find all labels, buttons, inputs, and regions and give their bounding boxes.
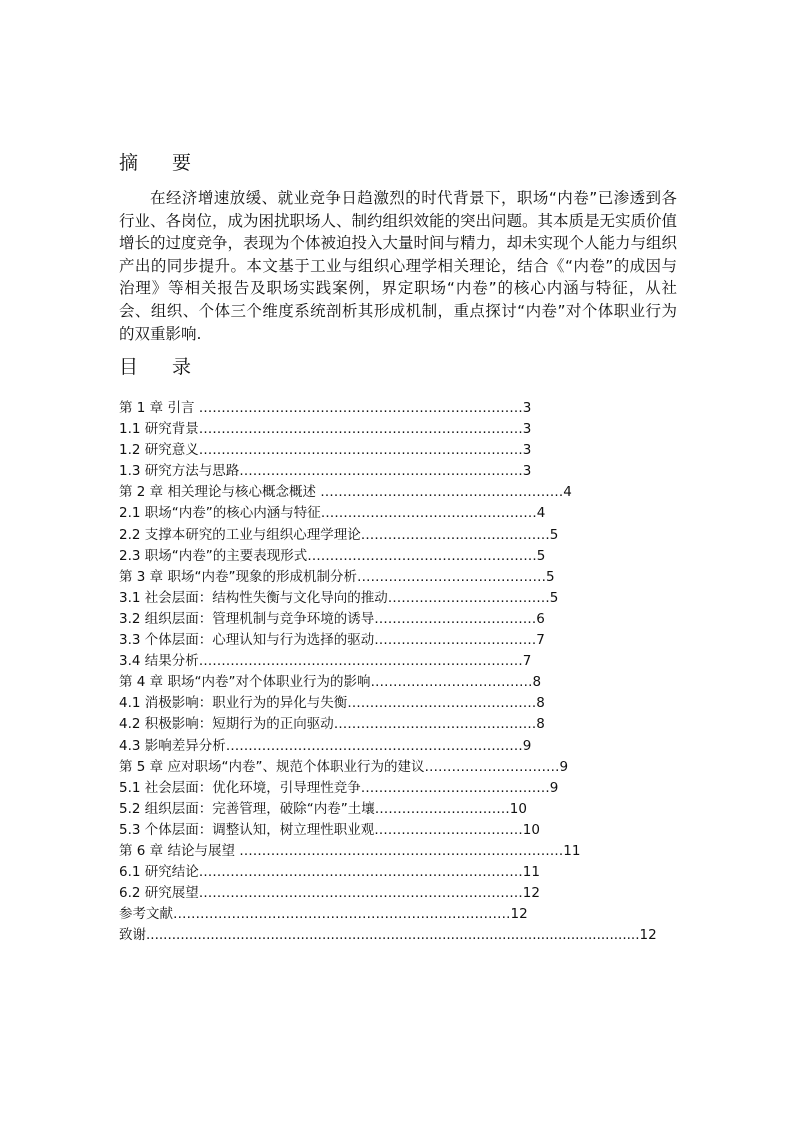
toc-entry-title: 1.1 研究背景 bbox=[119, 421, 199, 438]
toc-leader-dots: …………………………………… bbox=[360, 526, 550, 543]
toc-entry-title: 4.2 积极影响：短期行为的正向驱动 bbox=[119, 716, 334, 733]
toc-entry[interactable] bbox=[119, 482, 659, 503]
toc-entry[interactable] bbox=[119, 672, 659, 693]
toc-entry[interactable] bbox=[119, 503, 659, 524]
toc-entry-title: 2.2 支撑本研究的工业与组织心理学理论 bbox=[119, 526, 361, 543]
toc-entry[interactable] bbox=[119, 588, 659, 609]
toc-entry-title: 5.1 社会层面：优化环境，引导理性竞争 bbox=[119, 779, 361, 796]
toc-page-number: 6 bbox=[536, 610, 545, 627]
toc-leader-dots: ……………………………………………………………… bbox=[198, 653, 523, 670]
toc-entry[interactable] bbox=[119, 925, 659, 946]
toc-leader-dots: ……………………………… bbox=[387, 589, 550, 606]
abstract-text: 在经济增速放缓、就业竞争日趋激烈的时代背景下，职场“内卷”已渗透到各行业、各岗位，成为困扰职场人、制约组织效能的突出问题。其本质是无实质价值增长的过度竞争，表现为个体被迫投入大量时间与精力，却未实现个人能力与组织产出的同步提升。本文基于工业与组织心理学相关理论，结合《“内卷”的成因与治理》等相关报告及职场实践案例，界定职场“内卷”的核心内涵与特征，从社会、组织、个体三个维度系统剖析其形成机制，重点探讨“内卷”对个体职业行为的双重影响. bbox=[119, 189, 678, 343]
toc-page-number: 3 bbox=[522, 463, 532, 480]
toc-entry[interactable] bbox=[119, 630, 659, 651]
toc-entry-title: 2.3 职场“内卷”的主要表现形式 bbox=[119, 547, 308, 564]
toc-page-number: 12 bbox=[639, 927, 657, 944]
toc-entry[interactable] bbox=[119, 841, 659, 862]
toc-entry[interactable] bbox=[119, 546, 659, 567]
toc-leader-dots: …………………………………… bbox=[356, 568, 546, 585]
toc-page-number: 8 bbox=[532, 674, 542, 691]
toc-entry[interactable] bbox=[119, 609, 659, 630]
toc-entry-title: 5.3 个体层面：调整认知，树立理性职业观 bbox=[119, 821, 375, 838]
toc-page-number: 12 bbox=[522, 885, 540, 902]
toc-page-number: 5 bbox=[549, 526, 559, 543]
toc-leader-dots: ……………………………… bbox=[370, 674, 533, 691]
toc-entry-title: 第 1 章 引言 bbox=[119, 400, 199, 416]
toc-entry[interactable] bbox=[119, 904, 659, 925]
toc-leader-dots: ……………………………………………………… bbox=[239, 463, 523, 480]
toc-page-number: 7 bbox=[536, 632, 545, 649]
toc-leader-dots: ………………………… bbox=[424, 758, 560, 775]
toc-page-number: 10 bbox=[509, 800, 527, 817]
toc-entry-title: 3.4 结果分析 bbox=[119, 653, 199, 670]
toc-entry[interactable] bbox=[119, 693, 659, 714]
toc-page-number: 9 bbox=[559, 758, 569, 775]
toc-entry-title: 第 3 章 职场“内卷”现象的形成机制分析 bbox=[119, 568, 357, 585]
toc-leader-dots: …………………………… bbox=[374, 821, 523, 838]
toc-page-number: 9 bbox=[522, 737, 532, 754]
toc-entry-title: 参考文献 bbox=[119, 906, 173, 923]
toc-entry-title: 6.2 研究展望 bbox=[119, 885, 199, 902]
toc-entry[interactable] bbox=[119, 567, 659, 588]
toc-leader-dots: ……………………………………………………………… bbox=[198, 400, 523, 416]
toc-page-number: 5 bbox=[545, 568, 555, 585]
toc-entry-title: 3.3 个体层面：心理认知与行为选择的驱动 bbox=[119, 632, 375, 649]
toc-page-number: 10 bbox=[522, 821, 540, 838]
toc-leader-dots: ……………………………… bbox=[374, 632, 537, 649]
toc-entry[interactable] bbox=[119, 398, 659, 419]
toc-entry-title: 第 4 章 职场“内卷”对个体职业行为的影响 bbox=[119, 674, 371, 691]
toc-entry-title: 第 5 章 应对职场“内卷”、规范个体职业行为的建议 bbox=[119, 758, 425, 775]
toc-leader-dots: ……………………………………………………………… bbox=[198, 421, 523, 438]
toc-entry[interactable] bbox=[119, 862, 659, 883]
toc-entry[interactable] bbox=[119, 883, 659, 904]
toc-leader-dots: ……………………………………………………………… bbox=[198, 885, 523, 902]
toc-leader-dots: …………………………………… bbox=[347, 695, 537, 712]
toc-page-number: 3 bbox=[522, 442, 532, 459]
toc-entry-title: 3.1 社会层面：结构性失衡与文化导向的推动 bbox=[119, 589, 388, 606]
toc-page-number: 5 bbox=[549, 589, 559, 606]
toc-entry[interactable] bbox=[119, 525, 659, 546]
toc-leader-dots: ……………………………… bbox=[374, 610, 537, 627]
toc-entry[interactable] bbox=[119, 736, 659, 757]
toc-page-number: 12 bbox=[510, 906, 528, 923]
toc-leader-dots: …………………………………………… bbox=[307, 547, 537, 564]
toc-entry-title: 3.2 组织层面：管理机制与竞争环境的诱导 bbox=[119, 610, 375, 627]
toc-page-number: 7 bbox=[522, 653, 532, 670]
toc-leader-dots: ……………………………………………………………… bbox=[239, 842, 564, 859]
toc-page-number: 4 bbox=[563, 484, 572, 501]
toc-entry-title: 6.1 研究结论 bbox=[119, 864, 199, 881]
toc-entry-title: 4.3 影响差异分析 bbox=[119, 737, 226, 754]
toc-heading: 目 录 bbox=[119, 356, 206, 378]
toc-entry-title: 4.1 消极影响：职业行为的异化与失衡 bbox=[119, 695, 348, 712]
toc-page-number: 5 bbox=[536, 547, 546, 564]
toc-leader-dots: ………………………………………………………………… bbox=[173, 906, 511, 923]
toc-page-number: 8 bbox=[536, 716, 545, 733]
toc-page-number: 9 bbox=[549, 779, 559, 796]
toc-entry[interactable] bbox=[119, 651, 659, 672]
toc-entry[interactable] bbox=[119, 461, 659, 482]
toc-entry[interactable] bbox=[119, 778, 659, 799]
toc-page-number: 4 bbox=[536, 505, 546, 522]
toc-entry[interactable] bbox=[119, 820, 659, 841]
toc-leader-dots: ……………………………………………… bbox=[320, 484, 564, 501]
toc-entry-title: 5.2 组织层面：完善管理，破除“内卷”土壤 bbox=[119, 800, 375, 817]
toc-entry-title: 1.2 研究意义 bbox=[119, 442, 199, 459]
toc-page-number: 3 bbox=[522, 400, 532, 416]
toc-entry[interactable] bbox=[119, 419, 659, 440]
toc-leader-dots: …………………………………… bbox=[360, 779, 550, 796]
toc-entry-title: 致谢 bbox=[119, 927, 146, 944]
toc-leader-dots: ……………………………………………………………… bbox=[198, 864, 523, 881]
toc-entry-title: 1.3 研究方法与思路 bbox=[119, 463, 240, 480]
table-of-contents bbox=[119, 398, 659, 946]
toc-leader-dots: ……………………………………………………………… bbox=[198, 442, 523, 459]
toc-entry[interactable] bbox=[119, 757, 659, 778]
toc-page-number: 11 bbox=[522, 864, 540, 881]
toc-leader-dots: ................................................................................................................... bbox=[146, 927, 640, 944]
toc-entry-title: 第 6 章 结论与展望 bbox=[119, 842, 240, 859]
toc-leader-dots: ……………………………………… bbox=[333, 716, 537, 733]
toc-page-number: 8 bbox=[536, 695, 545, 712]
toc-page-number: 11 bbox=[563, 842, 581, 859]
toc-entry[interactable] bbox=[119, 799, 659, 820]
toc-entry[interactable] bbox=[119, 714, 659, 735]
abstract-heading: 摘 要 bbox=[119, 152, 206, 174]
toc-leader-dots: ………………………… bbox=[374, 800, 510, 817]
toc-leader-dots: ………………………………………………………… bbox=[225, 737, 523, 754]
toc-entry-title: 第 2 章 相关理论与核心概念概述 bbox=[119, 484, 321, 501]
toc-entry-title: 2.1 职场“内卷”的核心内涵与特征 bbox=[119, 505, 321, 522]
toc-page-number: 3 bbox=[522, 421, 532, 438]
toc-leader-dots: ………………………………………… bbox=[320, 505, 537, 522]
toc-entry[interactable] bbox=[119, 440, 659, 461]
